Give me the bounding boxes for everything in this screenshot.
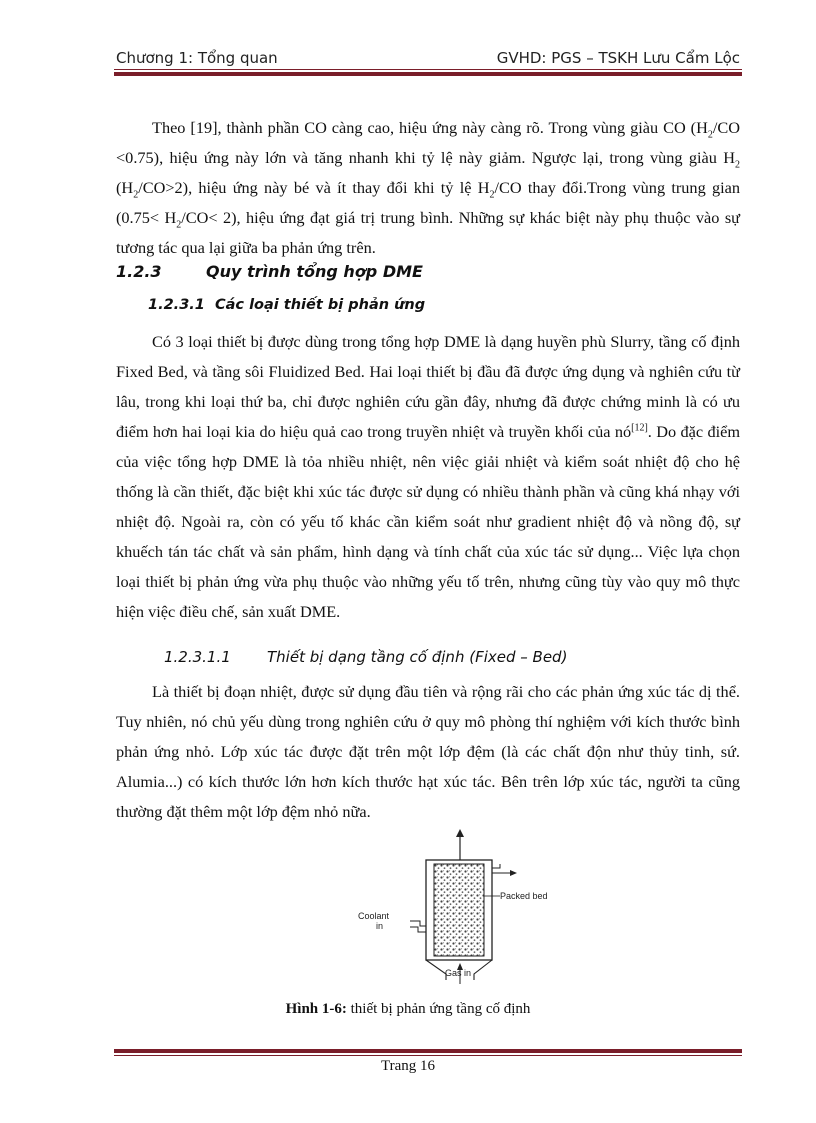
- citation-ref: [12]: [631, 422, 648, 434]
- label-gas-in: Gas in: [445, 968, 472, 978]
- label-coolant-in: in: [376, 921, 384, 931]
- caption-number: Hình 1-6:: [285, 1001, 347, 1017]
- figure-caption: [0, 1001, 816, 1018]
- caption-text: thiết bị phản ứng tầng cố định: [346, 1001, 531, 1017]
- header-advisor: GVHD: PGS – TSKH Lưu Cẩm Lộc: [496, 49, 740, 67]
- fixed-bed-paragraph: Là thiết bị đoạn nhiệt, được sử dụng đầu tiên và rộng rãi cho các phản ứng xúc tác dị thể. Tuy nhiên, nó chủ yếu dùng trong nghiên cứu ở quy mô phòng thí nghiệm với kích thước bình phản ứng nhỏ. Lớp xúc tác được đặt trên một lớp đệm (là các chất độn như thủy tinh, sứ. Alumia...) có kích thước lớn hơn kích thước hạt xúc tác. Bên trên lớp xúc tác, người ta cũng thường đặt thêm một lớp đệm nhỏ nữa.: [116, 682, 740, 821]
- label-coolant: Coolant: [358, 911, 390, 921]
- subsection-title: Các loại thiết bị phản ứng: [215, 297, 426, 313]
- header-rule-thick: [114, 72, 742, 76]
- section-title: Quy trình tổng hợp DME: [206, 262, 423, 281]
- subsubsection-number: 1.2.3.1.1: [164, 648, 231, 666]
- footer-rule-thin: [114, 1055, 742, 1056]
- footer-rule-thick: [114, 1049, 742, 1053]
- packed-bed: [434, 864, 484, 956]
- subsection-heading: [148, 297, 425, 313]
- section-number: 1.2.3: [116, 262, 162, 281]
- section-heading: [116, 262, 423, 281]
- label-packed-bed: Packed bed: [500, 891, 548, 901]
- header-rule-thin: [114, 69, 742, 70]
- header-chapter: Chương 1: Tổng quan: [116, 49, 278, 67]
- subsection-number: 1.2.3.1: [148, 297, 205, 313]
- subsubsection-title: Thiết bị dạng tầng cố định (Fixed – Bed): [267, 648, 568, 666]
- intro-paragraph: Theo [19], thành phần CO càng cao, hiệu ứng này càng rõ. Trong vùng giàu CO $(H_2/CO <0.75)$, hiệu ứng này lớn và tăng nhanh khi tỷ lệ này giảm. Ngược lại, trong vùng giàu $H_2$ $(H_2/CO>2)$, hiệu ứng này bé và ít thay đổi khi tỷ lệ $H_2/CO$ thay đổi.Trong vùng trung gian $(0.75< H_2/CO< 2)$, hiệu ứng đạt giá trị trung bình. Những sự khác biệt này phụ thuộc vào sự tương tác qua lại giữa ba phản ứng trên.: [116, 118, 740, 257]
- subsubsection-heading: [164, 648, 567, 666]
- fixed-bed-reactor-diagram: [350, 828, 590, 986]
- reactor-types-paragraph: Có 3 loại thiết bị được dùng trong tổng hợp DME là dạng huyền phù Slurry, tầng cố định Fixed Bed, và tầng sôi Fluidized Bed. Hai loại thiết bị đầu đã được ứng dụng và nghiên cứu từ lâu, trong khi loại thứ ba, chỉ được nghiên cứu gần đây, nhưng đã được chứng minh là có ưu điểm hơn hai loại kia do hiệu quả cao trong truyền nhiệt và truyền khối của nó[12]. Do đặc điểm của việc tổng hợp DME là tỏa nhiều nhiệt, nên việc giải nhiệt và kiểm soát nhiệt độ cho hệ thống là cần thiết, đặc biệt khi xúc tác được sử dụng có nhiều thành phần và cũng khá nhạy với nhiệt độ. Ngoài ra, còn có yếu tố khác cần kiểm soát như gradient nhiệt độ và nồng độ, sự khuếch tán tác chất và sản phẩm, hình dạng và tính chất của xúc tác sử dụng... Việc lựa chọn loại thiết bị phản ứng vừa phụ thuộc vào những yếu tố trên, nhưng cũng tùy vào quy mô thực hiện việc điều chế, sản xuất DME.: [116, 332, 740, 621]
- page-number: Trang 16: [380, 1058, 436, 1074]
